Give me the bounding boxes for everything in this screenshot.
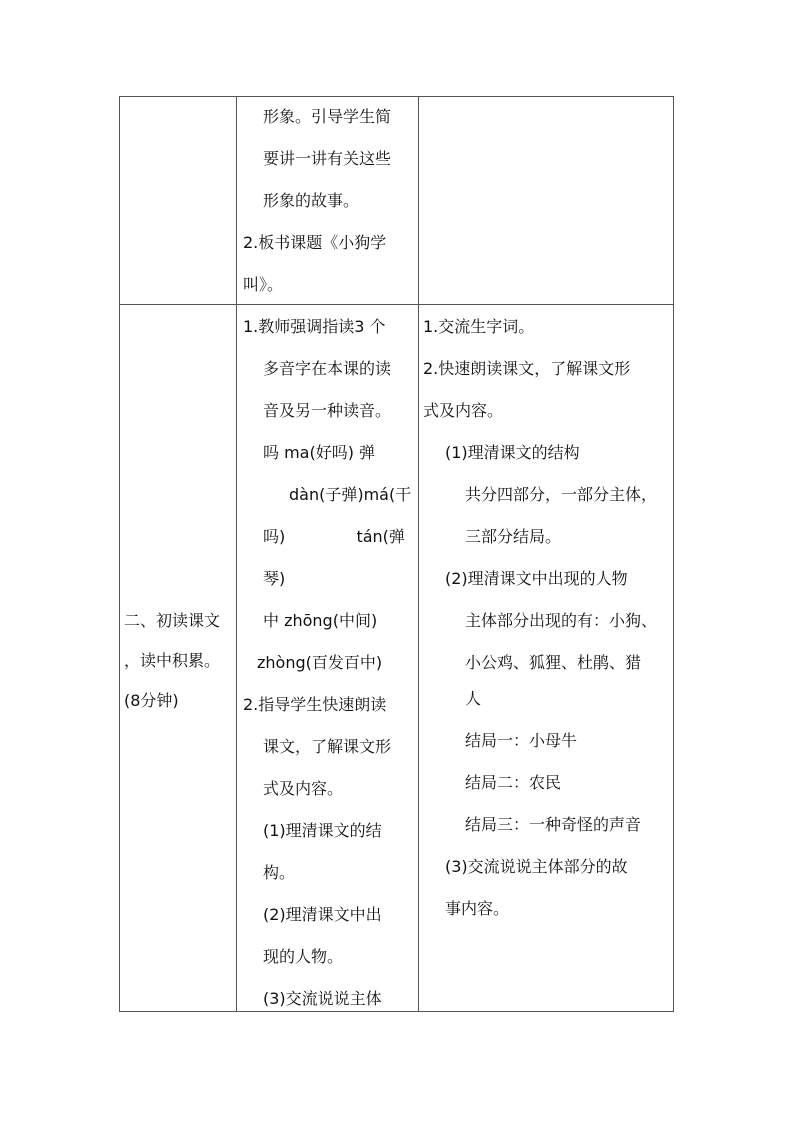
text-line: 结局二：农民 [465, 773, 562, 792]
section-line: ，读中积累。 [124, 651, 221, 670]
column-divider-1 [236, 96, 237, 1012]
text-line: 主体部分出现的有：小狗、 [465, 611, 658, 630]
table-border-top [119, 96, 674, 97]
text-line: 中 zhōng(中间) [263, 611, 378, 630]
text-line: 构。 [263, 863, 296, 882]
text-line: 形象。引导学生简 [263, 107, 392, 126]
text-line: 多音字在本课的读 [263, 359, 392, 378]
text-line: (3)交流说说主体部分的故 [445, 857, 628, 876]
text-line: 2.快速朗读课文，了解课文形 [423, 359, 631, 378]
text-line: zhòng(百发百中) [257, 653, 383, 672]
column-divider-2 [418, 96, 419, 1012]
table-border-bottom [119, 1011, 674, 1012]
text-line: 音及另一种读音。 [263, 401, 392, 420]
text-line: 结局一：小母牛 [465, 731, 578, 750]
text-line: 琴) [263, 569, 286, 588]
section-line: 二、初读课文 [124, 611, 221, 630]
text-line: 结局三：一种奇怪的声音 [465, 815, 642, 834]
text-line: 形象的故事。 [263, 191, 360, 210]
text-line: 要讲一讲有关这些 [263, 149, 392, 168]
text-line: 叫》。 [243, 275, 284, 294]
text-line: 1.教师强调指读3 个 [243, 317, 386, 336]
text-line: 式及内容。 [263, 779, 344, 798]
text-line: 事内容。 [445, 899, 510, 918]
section-label [124, 601, 239, 721]
text-line: (1)理清课文的结 [263, 821, 382, 840]
text-line: 三部分结局。 [465, 527, 562, 546]
text-line: 现的人物。 [263, 947, 344, 966]
text-line: 吗 ma(好吗) 弹 [263, 443, 376, 462]
text-line: 2.指导学生快速朗读 [243, 695, 387, 714]
text-line: (1)理清课文的结构 [445, 443, 580, 462]
text-line: dàn(子弹)má(干 [289, 485, 412, 504]
text-line: 人 [465, 689, 482, 708]
text-line: 吗) tán(弹 [263, 527, 405, 546]
row-divider [119, 304, 674, 305]
lesson-table [119, 96, 674, 1012]
text-line: 2.板书课题《小狗学 [243, 233, 387, 252]
text-line: (2)理清课文中出现的人物 [445, 569, 628, 588]
text-line: 小公鸡、狐狸、杜鹃、猎 [465, 653, 642, 672]
table-border-right [673, 96, 674, 1012]
text-line: 1.交流生字词。 [423, 317, 535, 336]
text-line: 课文，了解课文形 [263, 737, 392, 756]
table-border-left [119, 96, 120, 1012]
text-line: (3)交流说说主体 [263, 989, 382, 1008]
text-line: 式及内容。 [423, 401, 504, 420]
text-line: (2)理清课文中出 [263, 905, 382, 924]
section-line: (8分钟) [124, 691, 179, 710]
text-line: 共分四部分，一部分主体， [465, 485, 658, 504]
